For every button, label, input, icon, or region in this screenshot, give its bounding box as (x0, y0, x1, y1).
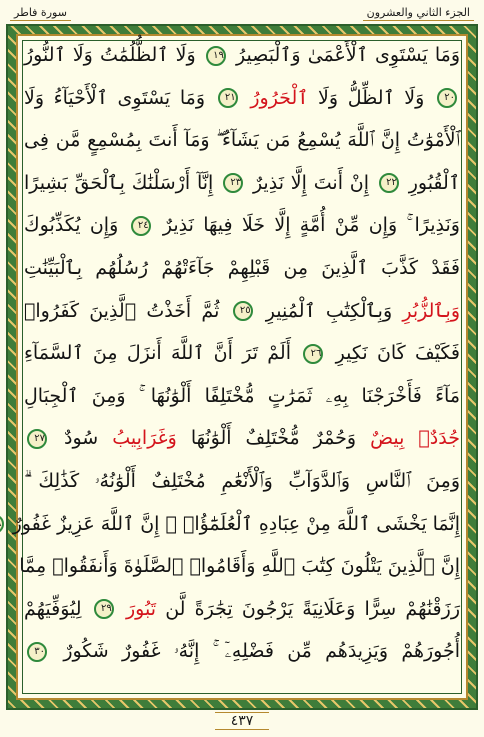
ayah-number-marker: ٣٠ (27, 642, 47, 662)
verse-text: أَلَمْ تَرَ أَنَّ ٱللَّهَ أَنزَلَ مِنَ ٱلسَّمَآءِ (24, 342, 292, 365)
highlighted-word: وَبِٱلزُّبُرِ (402, 299, 460, 322)
highlighted-word: تَبُورَ (125, 597, 156, 620)
verse-line (24, 77, 460, 119)
verse-line (24, 119, 460, 161)
verse-text: وَبِٱلْكِتَٰبِ ٱلْمُنِيرِ (265, 299, 393, 322)
verse-text: ٱلْقُبُورِ (408, 171, 460, 194)
ayah-number-marker: ٢٣ (223, 173, 243, 193)
verse-lines (12, 34, 461, 674)
verse-text: وَمَا يَسْتَوِى ٱلْأَعْمَىٰ وَٱلْبَصِيرُ (236, 44, 460, 66)
verse-text: أُجُورَهُمْ وَيَزِيدَهُم مِّن فَضْلِهِۦٓ ۚ إِنَّهُۥ غَفُورٌ شَكُورٌ (63, 640, 460, 663)
ayah-number-marker: ٢٦ (303, 344, 323, 364)
verse-text: لِيُوَفِّيَهُمْ (24, 597, 82, 620)
highlighted-word: جُدَدٌۢ بِيضٌ (370, 427, 460, 450)
verse-text: مَآءً فَأَخْرَجْنَا بِهِۦ ثَمَرَٰتٍ مُّخْتَلِفًا أَلْوَٰنُهَا ۚ وَمِنَ ٱلْجِبَالِ (24, 384, 460, 407)
verse-line (24, 417, 460, 459)
verse-text: سُودٌ (64, 427, 99, 450)
verse-line (24, 162, 460, 204)
verse-text: وَإِن يُكَذِّبُوكَ (24, 214, 119, 237)
verse-line (24, 290, 460, 332)
verse-text: وَلَا ٱلظِّلُّ وَلَا (318, 86, 425, 109)
page-footer (0, 712, 484, 734)
verse-text: وَنَذِيرًا ۚ وَإِن مِّنْ أُمَّةٍ إِلَّا خَلَا فِيهَا نَذِيرٌ (162, 214, 460, 237)
highlighted-word: وَغَرَابِيبُ (112, 427, 177, 450)
ayah-number-marker: ٢٥ (233, 301, 253, 321)
verse-text: وَلَا ٱلظُّلُمَٰتُ وَلَا ٱلنُّورُ (24, 44, 196, 66)
verse-text: وَحُمْرٌ مُّخْتَلِفٌ أَلْوَٰنُهَا (190, 427, 357, 450)
verse-line (19, 545, 460, 587)
highlighted-word: ٱلْحَرُورُ (250, 86, 309, 109)
verse-text: إِنْ أَنتَ إِلَّا نَذِيرٌ (252, 171, 370, 194)
page-number: ٤٣٧ (215, 712, 270, 730)
verse-line (24, 247, 460, 289)
verse-line (24, 204, 460, 246)
verse-text: فَكَيْفَ كَانَ نَكِيرِ (335, 342, 461, 365)
page-header (10, 2, 474, 24)
ayah-number-marker: ٢١ (218, 88, 238, 108)
ayah-number-marker: ٢٤ (131, 216, 151, 236)
juz-title: الجزء الثاني والعشرون (363, 6, 474, 21)
ayah-number-marker: ٢٢ (379, 173, 399, 193)
ayah-number-marker: ٢٠ (437, 88, 457, 108)
verse-line (24, 460, 460, 502)
verse-line (12, 503, 460, 545)
verse-text: ٱلْأَمْوَٰتُ إِنَّ ٱللَّهَ يُسْمِعُ مَن يَشَآءُ ۖ وَمَآ أَنتَ بِمُسْمِعٍ مَّن فِى (24, 129, 460, 152)
ayah-number-marker: ٢٧ (27, 429, 47, 449)
verse-text: فَقَدْ كَذَّبَ ٱلَّذِينَ مِن قَبْلِهِمْ جَآءَتْهُمْ رُسُلُهُم بِٱلْبَيِّنَٰتِ (24, 257, 460, 279)
ayah-number-marker: ١٩ (206, 46, 226, 66)
verse-text: وَمِنَ ٱلنَّاسِ وَٱلدَّوَآبِّ وَٱلْأَنْعَٰمِ مُخْتَلِفٌ أَلْوَٰنُهُۥ كَذَٰلِكَ ۗ (24, 470, 460, 492)
verse-text: إِنَّمَا يَخْشَى ٱللَّهَ مِنْ عِبَادِهِ ٱلْعُلَمَٰٓؤُا۟ ۗ إِنَّ ٱللَّهَ عَزِيزٌ غَفُورٌ (12, 512, 460, 535)
surah-title: سورة فاطر (10, 6, 71, 21)
verse-text: رَزَقْنَٰهُمْ سِرًّا وَعَلَانِيَةً يَرْجُونَ تِجَٰرَةً لَّن (165, 597, 460, 620)
ayah-number-marker (0, 514, 4, 534)
verse-line (24, 588, 460, 630)
verse-text: ثُمَّ أَخَذْتُ ٱلَّذِينَ كَفَرُوا۟ (24, 299, 220, 322)
verse-line (24, 332, 460, 374)
verse-text: وَمَا يَسْتَوِى ٱلْأَحْيَآءُ وَلَا (24, 86, 205, 109)
verse-line (24, 630, 460, 672)
verse-line (24, 375, 460, 417)
verse-line (24, 34, 460, 76)
verse-text: إِنَّآ أَرْسَلْنَٰكَ بِٱلْحَقِّ بَشِيرًا (24, 171, 214, 194)
verse-text: إِنَّ ٱلَّذِينَ يَتْلُونَ كِتَٰبَ ٱللَّهِ وَأَقَامُوا۟ ٱلصَّلَوٰةَ وَأَنفَقُوا۟ مِمَّا (19, 555, 460, 578)
ayah-number-marker: ٢٩ (94, 599, 114, 619)
